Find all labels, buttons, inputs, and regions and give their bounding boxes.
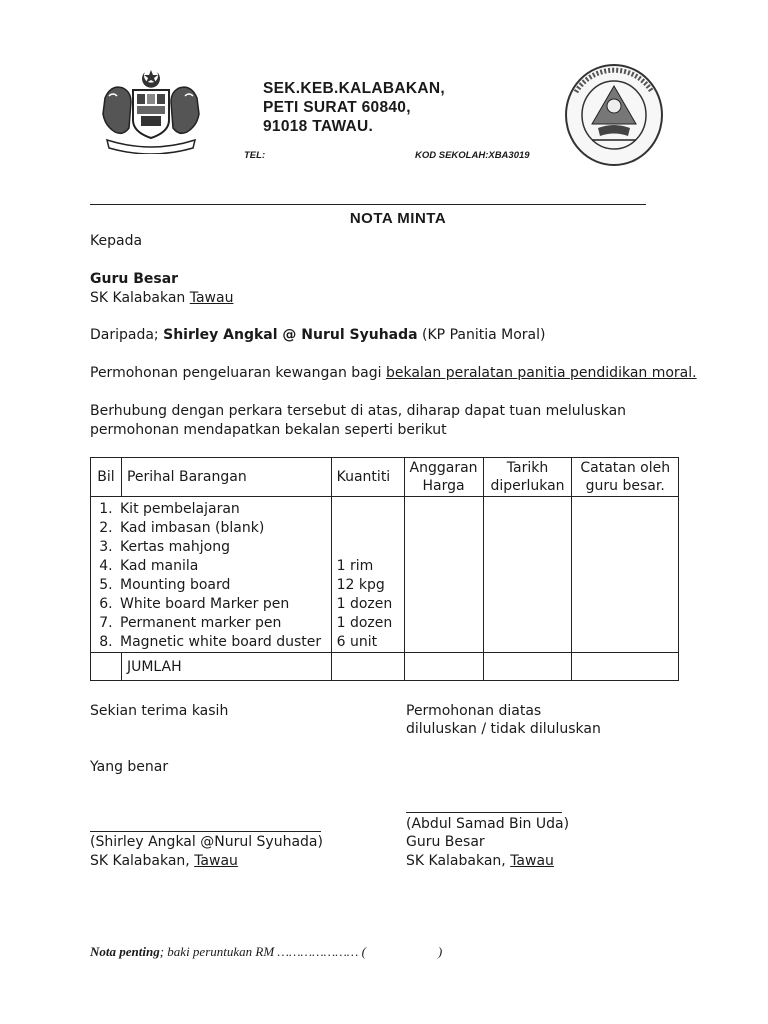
header-qty: Kuantiti <box>331 458 404 497</box>
footer-text: ; baki peruntukan RM ………………… ( <box>159 944 366 959</box>
qty-value: 12 kpg <box>336 577 385 593</box>
total-date-cell <box>483 653 572 681</box>
sender-role: (KP Panitia Moral) <box>422 327 546 343</box>
header-date-line-2: diperlukan <box>490 478 565 494</box>
left-town: Tawau <box>194 853 238 869</box>
list-item: 1. Kit pembelajaran <box>117 500 327 519</box>
request-table <box>90 457 679 681</box>
qty-value: 1 dozen <box>336 615 393 631</box>
tel-label: TEL: <box>244 150 266 161</box>
subject-line <box>90 364 697 383</box>
header-price-line-1: Anggaran <box>409 460 478 476</box>
footer-label: Nota penting <box>90 944 160 959</box>
intro-line-1: Berhubung dengan perkara tersebut di atas, diharap dapat tuan meluluskan <box>90 403 627 419</box>
right-signatory-address <box>406 852 554 871</box>
table-row-items <box>91 497 679 653</box>
qty-value <box>337 538 399 557</box>
total-label: JUMLAH <box>121 653 331 681</box>
qty-value: 1 dozen <box>336 596 393 612</box>
sender-name: Shirley Angkal @ Nurul Syuhada <box>163 327 418 343</box>
header-note-line-2: guru besar. <box>585 478 665 494</box>
left-signatory-address <box>90 852 238 871</box>
total-bil-cell <box>91 653 122 681</box>
list-item: 2. Kad imbasan (blank) <box>117 519 327 538</box>
from-label: Daripada; <box>90 327 159 343</box>
right-school: SK Kalabakan, <box>406 853 506 869</box>
recipient-name: Guru Besar <box>90 271 179 287</box>
approval-line-2: diluluskan / tidak diluluskan <box>406 721 601 737</box>
header-bil: Bil <box>91 458 122 497</box>
address-line-1: PETI SURAT 60840, <box>263 99 411 116</box>
qty-value: 6 unit <box>336 634 378 650</box>
total-note-cell <box>572 653 679 681</box>
school-code: KOD SEKOLAH:XBA3019 <box>415 150 530 161</box>
price-cell <box>404 497 483 653</box>
total-qty-cell <box>331 653 404 681</box>
right-town: Tawau <box>510 853 554 869</box>
subject-underlined: bekalan peralatan panitia pendidikan moral. <box>385 365 697 381</box>
recipient-school: SK Kalabakan <box>90 290 186 306</box>
qty-value <box>337 519 399 538</box>
header-note-line-1: Catatan oleh <box>580 460 671 476</box>
list-item: 5. Mounting board <box>117 576 327 595</box>
to-label: Kepada <box>90 233 143 249</box>
table-total-row <box>91 653 679 681</box>
list-item: 8. Magnetic white board duster <box>117 633 327 652</box>
list-item: 3. Kertas mahjong <box>117 538 327 557</box>
recipient-town: Tawau <box>189 290 234 306</box>
school-name: SEK.KEB.KALABAKAN, <box>263 80 445 97</box>
header-item: Perihal Barangan <box>121 458 331 497</box>
right-signatory-name: (Abdul Samad Bin Uda) <box>406 816 570 832</box>
list-item: 4. Kad manila <box>117 557 327 576</box>
header-divider <box>90 204 646 205</box>
left-signature-line <box>90 831 321 832</box>
left-signatory-name: (Shirley Angkal @Nurul Syuhada) <box>90 834 323 850</box>
letterhead <box>0 0 768 210</box>
closing-thanks: Sekian terima kasih <box>90 703 229 719</box>
qty-value: 1 rim <box>336 558 374 574</box>
intro-line-2: permohonan mendapatkan bekalan seperti berikut <box>90 422 447 438</box>
document-title: NOTA MINTA <box>349 210 447 227</box>
total-price-cell <box>404 653 483 681</box>
recipient-address <box>90 289 233 308</box>
address-line-2: 91018 TAWAU. <box>263 118 374 135</box>
header-date <box>483 458 572 497</box>
school-crest-icon <box>562 62 666 168</box>
footer-close: ) <box>437 944 443 959</box>
approval-line-1: Permohonan diatas <box>406 703 542 719</box>
items-cell <box>91 497 332 653</box>
left-school: SK Kalabakan, <box>90 853 190 869</box>
subject-prefix: Permohonan pengeluaran kewangan bagi <box>90 365 382 381</box>
sender-line <box>90 326 545 345</box>
list-item: 6. White board Marker pen <box>117 595 327 614</box>
header-note <box>572 458 679 497</box>
right-signature-line <box>406 812 562 813</box>
list-item: 7. Permanent marker pen <box>117 614 327 633</box>
date-cell <box>483 497 572 653</box>
header-price-line-2: Harga <box>422 478 465 494</box>
malaysia-coat-of-arms-icon <box>95 68 207 154</box>
note-cell <box>572 497 679 653</box>
footer-note <box>90 944 442 960</box>
right-signatory-role: Guru Besar <box>406 834 485 850</box>
qty-cell <box>331 497 404 653</box>
table-header-row <box>91 458 679 497</box>
header-price <box>404 458 483 497</box>
item-list <box>95 500 327 652</box>
qty-value <box>337 500 399 519</box>
closing-sincerely: Yang benar <box>90 759 169 775</box>
header-date-line-1: Tarikh <box>506 460 549 476</box>
